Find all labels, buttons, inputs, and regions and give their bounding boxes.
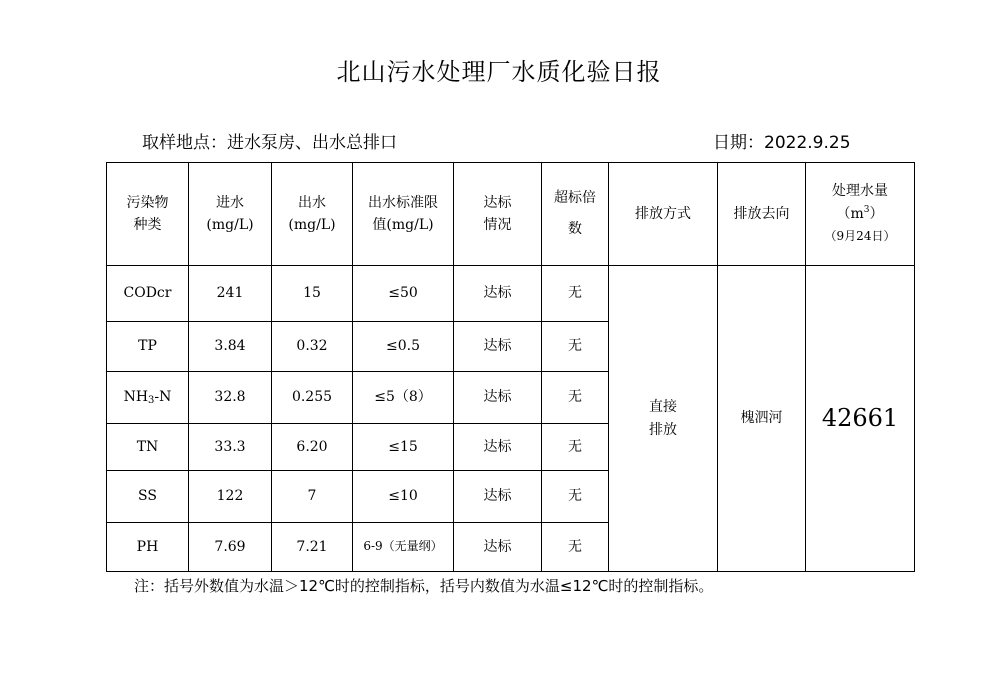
discharge-method-cell: 直接 排放 [609,266,718,572]
exceed-cell: 无 [542,424,609,471]
compliance-cell: 达标 [454,266,542,322]
discharge-destination-cell: 槐泗河 [718,266,806,572]
limit-cell: 6-9（无量纲） [353,523,454,572]
header-compliance: 达标 情况 [454,163,542,266]
exceed-cell: 无 [542,266,609,322]
sampling-location [142,128,397,153]
limit-cell: ≤50 [353,266,454,322]
compliance-cell: 达标 [454,372,542,424]
header-treated-volume: 处理水量 $(m^3)$ （9月24日） [806,163,915,266]
header-row [107,163,915,266]
exceed-cell: 无 [542,471,609,523]
pollutant-cell: TN [107,424,189,471]
table-row [107,266,915,322]
compliance-cell: 达标 [454,424,542,471]
compliance-cell: 达标 [454,523,542,572]
limit-cell: ≤5（8） [353,372,454,424]
compliance-cell: 达标 [454,471,542,523]
report-title: 北山污水处理厂水质化验日报 [336,58,662,86]
header-discharge-method: 排放方式 [609,163,718,266]
pollutant-cell: TP [107,322,189,372]
outflow-cell: 7 [272,471,353,523]
location-label: 取样地点： [142,133,227,153]
inflow-cell: 3.84 [189,322,272,372]
compliance-cell: 达标 [454,322,542,372]
header-inflow: 进水 (mg/L) [189,163,272,266]
report-date [713,128,851,153]
inflow-cell: 33.3 [189,424,272,471]
outflow-cell: 7.21 [272,523,353,572]
location-value: 进水泵房、出水总排口 [227,133,397,153]
limit-cell: ≤15 [353,424,454,471]
exceed-cell: 无 [542,523,609,572]
outflow-cell: 0.255 [272,372,353,424]
pollutant-cell: CODcr [107,266,189,322]
header-exceed-times: 超标倍 数 [542,163,609,266]
header-outflow: 出水 (mg/L) [272,163,353,266]
treated-volume-cell: 42661 [806,266,915,572]
inflow-cell: 7.69 [189,523,272,572]
date-value: 2022.9.25 [764,133,851,153]
outflow-cell: 0.32 [272,322,353,372]
exceed-cell: 无 [542,322,609,372]
pollutant-cell: SS [107,471,189,523]
outflow-cell: 6.20 [272,424,353,471]
outflow-cell: 15 [272,266,353,322]
inflow-cell: 241 [189,266,272,322]
water-quality-table [106,162,915,572]
inflow-cell: 32.8 [189,372,272,424]
header-pollutant: 污染物 种类 [107,163,189,266]
pollutant-cell: PH [107,523,189,572]
header-discharge-destination: 排放去向 [718,163,806,266]
limit-cell: ≤0.5 [353,322,454,372]
footnote: 注：括号外数值为水温＞12℃时的控制指标，括号内数值为水温≤12℃时的控制指标。 [134,577,714,595]
limit-cell: ≤10 [353,471,454,523]
inflow-cell: 122 [189,471,272,523]
pollutant-cell: $NH_3-N$ [107,372,189,424]
header-limit: 出水标准限 值(mg/L) [353,163,454,266]
exceed-cell: 无 [542,372,609,424]
date-label: 日期： [713,133,764,153]
